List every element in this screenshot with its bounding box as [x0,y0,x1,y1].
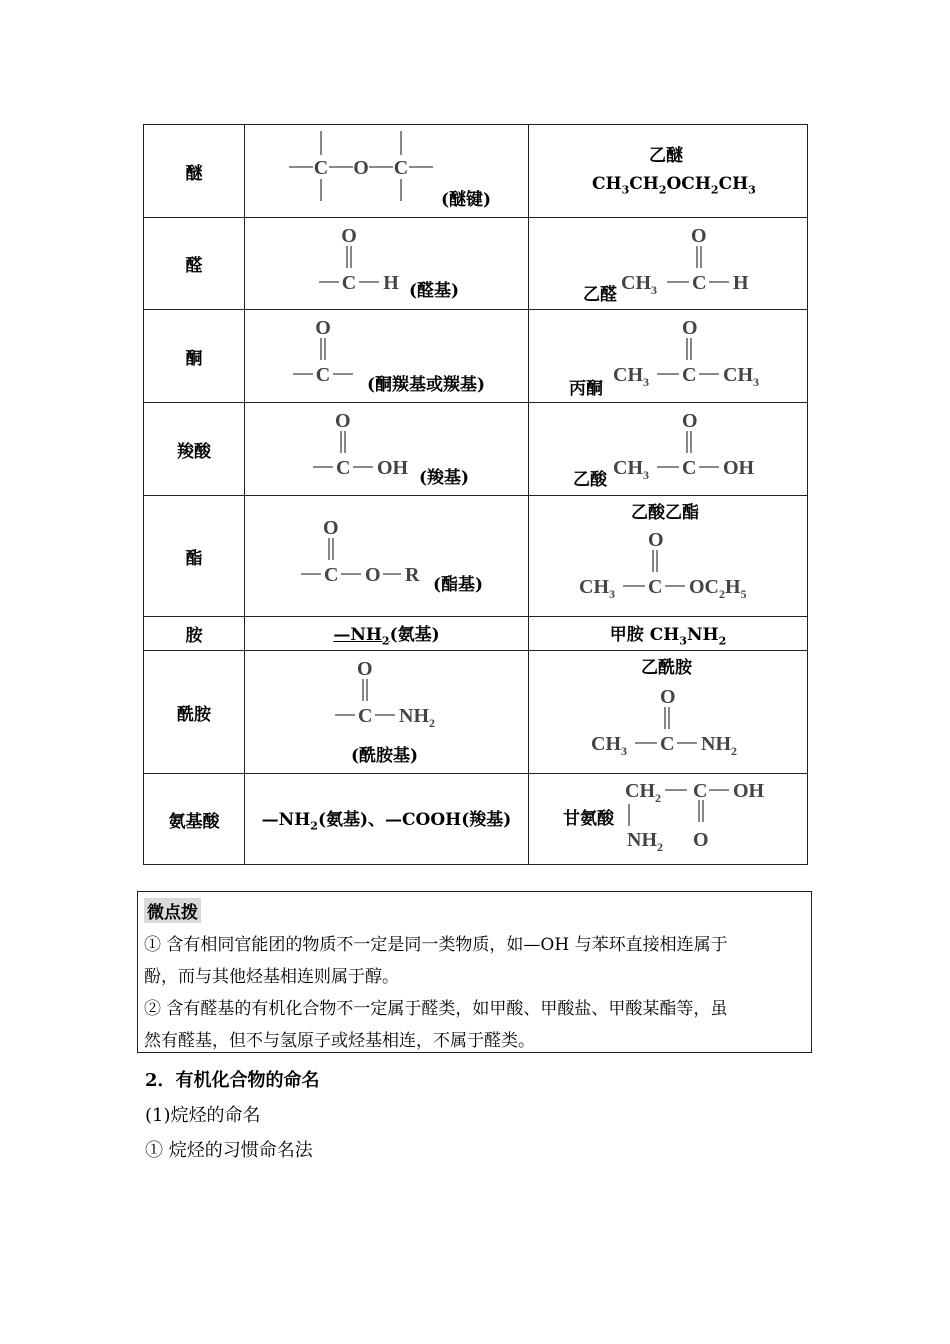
svg-text:NH2: $NH_2$ [627,829,663,854]
example-name: 乙醚 [649,146,683,166]
example-formula: $CH_3CH_2OCH_2CH_3$ [592,174,756,197]
group-text: $—NH_2$(氨基)、—COOH(羧基) [245,774,529,865]
group-label: (醛基) [409,281,460,301]
svg-text:O: O [341,225,357,247]
tip-line: 酚，而与其他烃基相连则属于醇。 [144,967,399,987]
group-label: (酮羰基或羰基) [367,375,486,395]
svg-text:O: O [353,157,369,179]
example-name: 乙酰胺 [641,658,692,678]
tip-title: 微点拨 [144,898,201,923]
example-name: 乙酸 [573,470,607,490]
svg-text:H: H [383,272,399,294]
group-text: $—NH_2$(氨基) [245,617,529,651]
table-row [144,125,808,218]
class-name: 酮 [144,310,245,403]
tip-line: ① 含有相同官能团的物质不一定是同一类物质，如—OH 与苯环直接相连属于 [144,935,728,955]
svg-text:C: C [324,564,339,586]
svg-text:CH3: $CH_3$ [591,733,627,758]
class-name: 酯 [144,496,245,617]
svg-text:C: C [682,457,697,479]
svg-text:CH3: $CH_3$ [613,364,649,389]
tip-line: ② 含有醛基的有机化合物不一定属于醛类，如甲酸、甲酸盐、甲酸某酯等，虽 [144,999,728,1019]
functional-group-table [143,124,808,865]
svg-text:O: O [365,564,381,586]
svg-text:OH: OH [723,457,755,479]
ketone-carbonyl-structure [287,314,377,394]
class-name: 胺 [144,617,245,651]
acetamide-structure [589,681,789,765]
svg-text:C: C [660,733,675,755]
svg-text:C: C [341,272,357,294]
acetone-structure [611,312,791,394]
svg-text:C: C [313,157,329,179]
svg-text:OH: OH [733,780,765,802]
group-label: (醚键) [441,190,492,210]
svg-text:CH2: $CH_2$ [625,780,661,805]
svg-text:R: R [405,564,420,586]
svg-text:CH3: $CH_3$ [723,364,759,389]
svg-text:C: C [682,364,697,386]
class-name: 氨基酸 [144,774,245,865]
svg-text:C: C [336,457,351,479]
section-heading: 2．有机化合物的命名 [145,1070,320,1091]
example-name: 丙酮 [569,379,603,399]
table-row [144,310,808,403]
svg-text:CH3: $CH_3$ [621,272,657,297]
tip-box [137,891,812,1053]
svg-text:O: O [682,410,698,432]
tip-line: 然有醛基，但不与氢原子或烃基相连，不属于醛类。 [144,1031,535,1051]
subsection-heading: ① 烷烃的习惯命名法 [145,1140,313,1161]
example-name: 乙酸乙酯 [631,503,699,523]
table-row [144,218,808,310]
svg-text:CH3: $CH_3$ [613,457,649,482]
example-name: 甘氨酸 [563,809,614,829]
amide-group-structure [329,653,459,735]
svg-text:C: C [648,576,663,598]
group-label: (羧基) [419,468,470,488]
svg-text:O: O [648,529,664,551]
svg-text:C: C [315,364,331,386]
svg-text:H: H [733,272,749,294]
example-name: 甲胺 $CH_3NH_2$ [529,617,808,651]
svg-text:O: O [660,686,676,708]
class-name: 醚 [144,125,245,218]
svg-text:O: O [691,225,707,247]
svg-text:O: O [315,317,331,339]
acetaldehyde-structure [619,220,759,300]
carboxyl-group-structure [307,407,427,487]
group-label: (酰胺基) [351,746,419,766]
svg-text:C: C [693,780,708,802]
table-row [144,617,808,651]
table-row [144,403,808,496]
glycine-structure [621,776,791,862]
example-name: 乙醛 [583,285,617,305]
svg-text:O: O [357,658,373,680]
acetic-acid-structure [611,405,791,487]
table-row [144,774,808,865]
class-name: 醛 [144,218,245,310]
svg-text:C: C [393,157,409,179]
ether-bond-structure [285,127,445,207]
svg-text:O: O [693,829,709,851]
group-label: (酯基) [433,575,484,595]
svg-text:O: O [682,317,698,339]
svg-text:OC2H5: $OC_2H_5$ [689,576,747,601]
subsection-heading: (1)烷烃的命名 [145,1105,261,1126]
table-row [144,496,808,617]
svg-text:NH2: $NH_2$ [399,705,435,730]
svg-text:C: C [358,705,373,727]
svg-text:O: O [323,517,339,539]
svg-text:CH3: $CH_3$ [579,576,615,601]
aldehyde-group-structure [315,222,415,302]
class-name: 酰胺 [144,651,245,774]
svg-text:C: C [692,272,707,294]
class-name: 羧酸 [144,403,245,496]
svg-text:OH: OH [377,457,409,479]
ester-group-structure [295,512,435,592]
table-row [144,651,808,774]
ethyl-acetate-structure [577,524,797,608]
svg-text:NH2: $NH_2$ [701,733,737,758]
svg-text:O: O [335,410,351,432]
